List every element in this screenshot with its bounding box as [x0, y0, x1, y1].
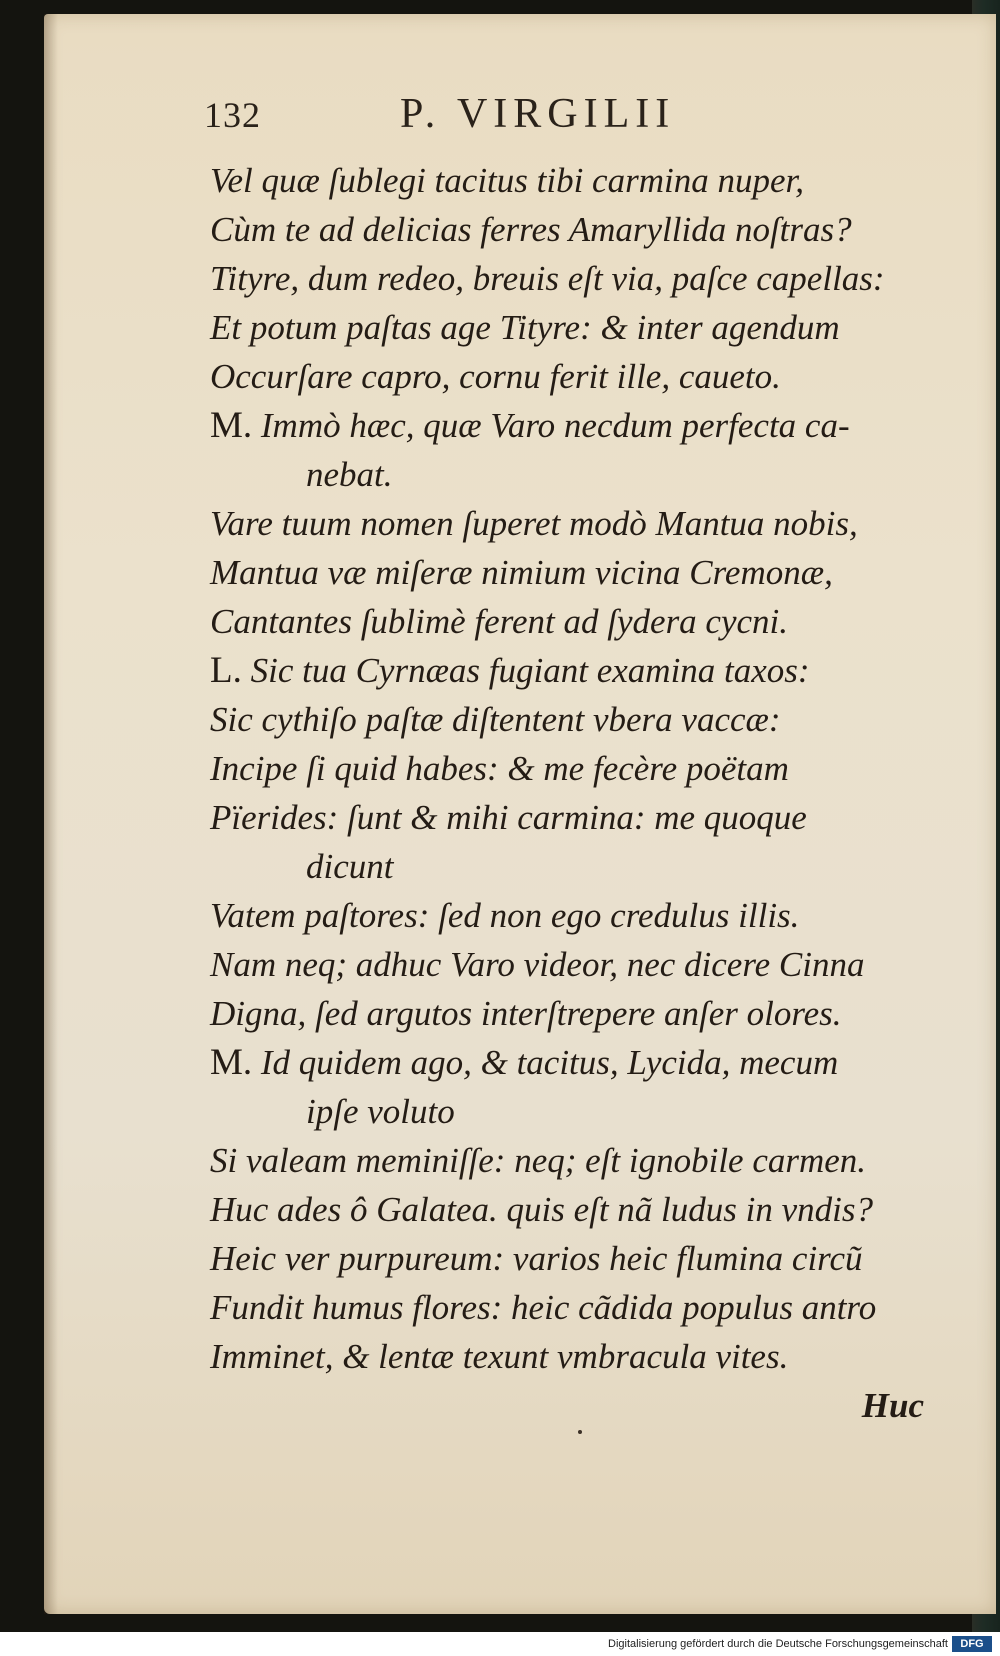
speaker-label: M.	[210, 1042, 253, 1083]
verse-text: nebat.	[306, 455, 393, 494]
page-header	[204, 91, 924, 154]
verse-line	[210, 499, 930, 548]
verse-line	[210, 303, 930, 352]
verse-line	[210, 548, 930, 597]
poem-text	[210, 156, 930, 1430]
verse-text: Et potum paſtas age Tityre: & inter agendum	[210, 308, 840, 347]
page-number: 132	[204, 95, 261, 135]
verse-line	[210, 1038, 930, 1087]
speaker-label: L.	[210, 650, 242, 691]
verse-line	[210, 744, 930, 793]
verse-text: Vel quæ ſublegi tacitus tibi carmina nuper,	[210, 161, 804, 200]
dfg-logo: DFG	[952, 1636, 992, 1652]
catchword: Huc	[861, 1386, 924, 1425]
verse-text: Vatem paſtores: ſed non ego credulus illis.	[210, 896, 800, 935]
verse-line	[210, 842, 930, 891]
verse-line	[210, 254, 930, 303]
verse-text: Si valeam meminiſſe: neq; eſt ignobile carmen.	[210, 1141, 867, 1180]
speaker-label: M.	[210, 405, 253, 446]
page-gutter-shadow	[44, 14, 58, 1614]
verse-line	[210, 1234, 930, 1283]
verse-text: Mantua væ miſeræ nimium vicina Cremonæ,	[210, 553, 833, 592]
verse-line	[210, 352, 930, 401]
verse-line	[210, 1332, 930, 1381]
verse-line	[210, 401, 930, 450]
verse-text: ipſe voluto	[306, 1092, 455, 1131]
verse-text: Cùm te ad delicias ferres Amaryllida noſtras?	[210, 210, 852, 249]
verse-line	[210, 1185, 930, 1234]
verse-line	[210, 1087, 930, 1136]
verse-text: Fundit humus flores: heic cãdida populus antro	[210, 1288, 877, 1327]
verse-text: Tityre, dum redeo, breuis eſt via, paſce capellas:	[210, 259, 885, 298]
verse-text: Imminet, & lentæ texunt vmbracula vites.	[210, 1337, 789, 1376]
verse-text: Sic cythiſo paſtæ diſtentent vbera vaccæ:	[210, 700, 781, 739]
verse-text: Id quidem ago, & tacitus, Lycida, mecum	[260, 1043, 839, 1082]
verse-line	[210, 1283, 930, 1332]
verse-text: dicunt	[306, 847, 394, 886]
verse-text: Huc ades ô Galatea. quis eſt nã ludus in vndis?	[210, 1190, 874, 1229]
verse-line	[210, 989, 930, 1038]
verse-line	[210, 695, 930, 744]
verse-text: Pïerides: ſunt & mihi carmina: me quoque	[210, 798, 807, 837]
verse-line	[210, 891, 930, 940]
verse-text: Nam neq; adhuc Varo videor, nec dicere Cinna	[210, 945, 865, 984]
verse-line	[210, 646, 930, 695]
verse-text: Heic ver purpureum: varios heic flumina circũ	[210, 1239, 863, 1278]
digitization-footer	[0, 1632, 1000, 1656]
verse-line	[210, 156, 930, 205]
verse-text: Occurſare capro, cornu ferit ille, caueto.	[210, 357, 781, 396]
verse-text: Incipe ſi quid habes: & me fecère poëtam	[210, 749, 789, 788]
verse-line	[210, 205, 930, 254]
verse-text: Cantantes ſublimè ferent ad ſydera cycni.	[210, 602, 789, 641]
verse-line	[210, 450, 930, 499]
verse-line	[210, 597, 930, 646]
verse-line	[210, 940, 930, 989]
verse-line	[210, 1136, 930, 1185]
verse-text: Sic tua Cyrnæas fugiant examina taxos:	[250, 651, 810, 690]
running-head: P. VIRGILII	[400, 91, 676, 137]
verse-text: Immò hæc, quæ Varo necdum perfecta ca-	[260, 406, 850, 445]
ink-speck	[578, 1430, 582, 1434]
funding-notice: Digitalisierung gefördert durch die Deutsche Forschungsgemeinschaft	[608, 1638, 948, 1650]
verse-text: Digna, ſed argutos interſtrepere anſer olores.	[210, 994, 842, 1033]
verse-text: Vare tuum nomen ſuperet modò Mantua nobis,	[210, 504, 858, 543]
verse-line	[210, 793, 930, 842]
